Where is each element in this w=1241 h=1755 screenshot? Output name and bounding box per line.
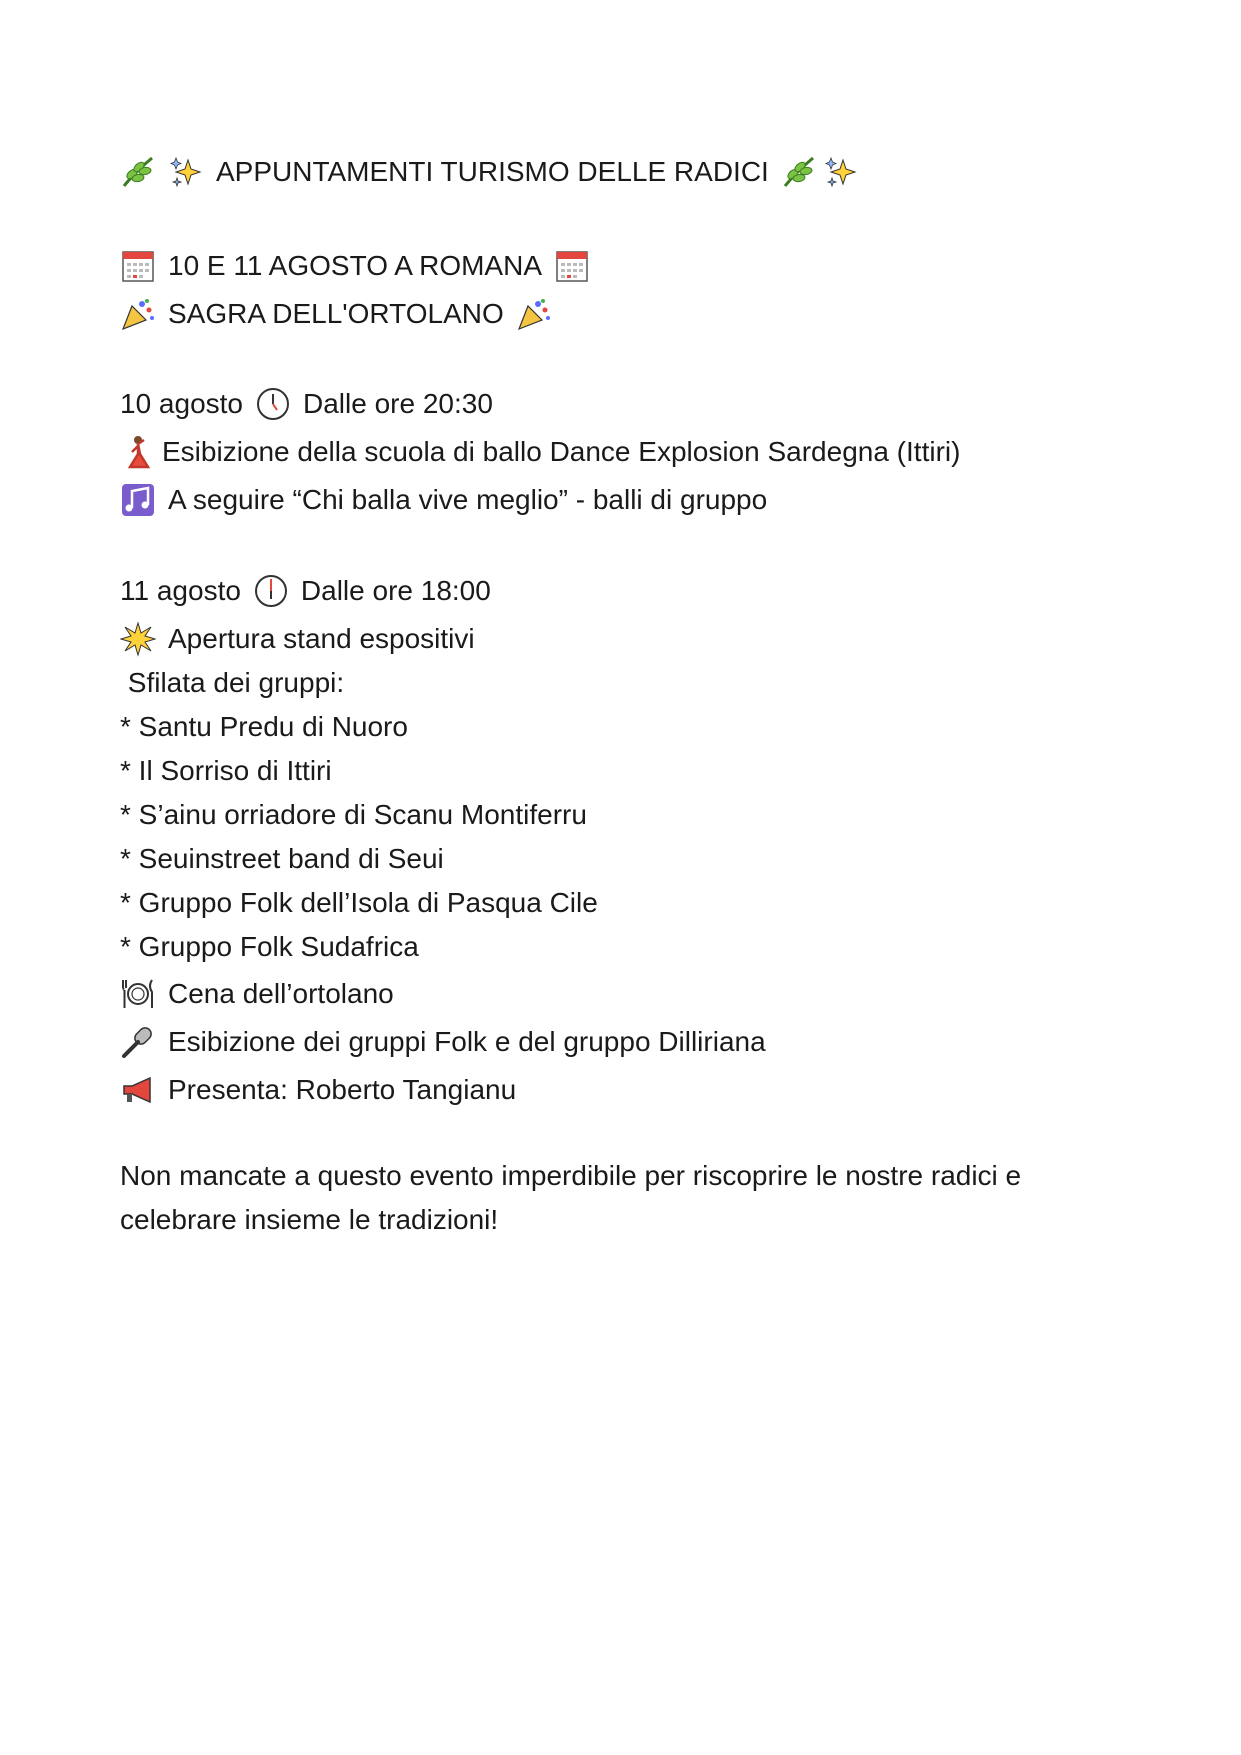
calendar-icon xyxy=(120,248,156,284)
group-list-item: * Santu Predu di Nuoro xyxy=(120,711,408,742)
day2-item xyxy=(120,976,394,1012)
event-name-line xyxy=(120,296,552,332)
day2-time: Dalle ore 18:00 xyxy=(300,575,491,606)
confetti-icon xyxy=(516,296,552,332)
day2-item xyxy=(120,1072,516,1108)
day1-time: Dalle ore 20:30 xyxy=(303,388,493,419)
day2-schedule-line xyxy=(120,573,491,609)
title-line xyxy=(120,154,871,190)
clock-icon xyxy=(255,386,291,422)
microphone-icon xyxy=(120,1024,156,1060)
day2-item-text: Presenta: Roberto Tangianu xyxy=(168,1074,517,1105)
day2-item xyxy=(120,1024,766,1060)
group-list-item: * Gruppo Folk dell’Isola di Pasqua Cile xyxy=(120,887,598,918)
calendar-icon xyxy=(554,248,590,284)
dancer-icon xyxy=(120,434,156,470)
day2-opening-line xyxy=(120,621,475,657)
day1-item xyxy=(120,434,960,470)
day1-item-text: Esibizione della scuola di ballo Dance Explosion Sardegna (Ittiri) xyxy=(162,436,961,467)
day2-item-text: Esibizione dei gruppi Folk e del gruppo Dilliriana xyxy=(168,1026,766,1057)
parade-heading: Sfilata dei gruppi: xyxy=(120,667,345,698)
clock-icon xyxy=(253,573,289,609)
dates-header-line xyxy=(120,248,590,284)
plate-cutlery-icon xyxy=(120,976,156,1012)
closing-paragraph: Non mancate a questo evento imperdibile per riscoprire le nostre radici e celebrare insieme le tradizioni! xyxy=(120,1160,1022,1235)
day1-item xyxy=(120,482,767,518)
day1-item-text: A seguire “Chi balla vive meglio” - balli di gruppo xyxy=(168,484,768,515)
day1-date: 10 agosto xyxy=(120,388,243,419)
group-list-item: * Il Sorriso di Ittiri xyxy=(120,755,332,786)
megaphone-icon xyxy=(120,1072,156,1108)
sparkles-icon xyxy=(823,154,859,190)
day2-opening-text: Apertura stand espositivi xyxy=(168,623,475,654)
dates-header-text: 10 E 11 AGOSTO A ROMANA xyxy=(168,250,543,281)
day2-item-text: Cena dell’ortolano xyxy=(168,978,394,1009)
day1-schedule-line xyxy=(120,386,493,422)
herb-icon xyxy=(781,154,817,190)
group-list-item: * Gruppo Folk Sudafrica xyxy=(120,931,419,962)
day2-date: 11 agosto xyxy=(120,575,241,606)
event-name-text: SAGRA DELL'ORTOLANO xyxy=(168,298,504,329)
group-list-item: * S’ainu orriadore di Scanu Montiferru xyxy=(120,799,587,830)
title-text: APPUNTAMENTI TURISMO DELLE RADICI xyxy=(216,156,769,187)
confetti-icon xyxy=(120,296,156,332)
herb-icon xyxy=(120,154,156,190)
sparkles-icon xyxy=(168,154,204,190)
music-notes-icon xyxy=(120,482,156,518)
group-list-item: * Seuinstreet band di Seui xyxy=(120,843,444,874)
star-burst-icon xyxy=(120,621,156,657)
